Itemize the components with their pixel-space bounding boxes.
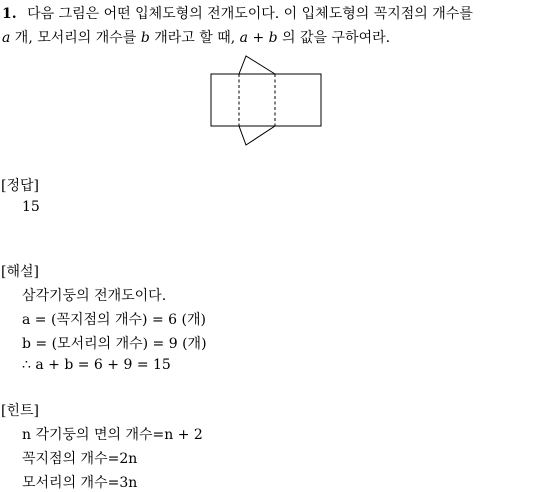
hint-line-3: 모서리의 개수=3n (22, 475, 138, 491)
var-a: a (2, 30, 11, 46)
explanation-line-2: a = (꼭지점의 개수) = 6 (개) (22, 312, 206, 328)
explanation-line-3: b = (모서리의 개수) = 9 (개) (22, 336, 207, 352)
question-text-2c: 의 값을 구하여라. (277, 30, 391, 46)
question-text-2a: 개, 모서리의 개수를 (10, 30, 141, 46)
question-text-1: 다음 그림은 어떤 입체도형의 전개도이다. 이 입체도형의 꼭지점의 개수를 (27, 6, 473, 22)
explanation-line-1: 삼각기둥의 전개도이다. (22, 288, 167, 304)
explanation-label: [해설] (1, 264, 39, 280)
expr-a-plus-b: a + b (239, 30, 278, 46)
question-number: 1. (2, 6, 17, 22)
prism-net-figure (205, 50, 330, 150)
net-outer-rectangle (211, 74, 321, 126)
net-bottom-triangle (239, 126, 275, 145)
hint-line-1: n 각기둥의 면의 개수=n + 2 (22, 427, 203, 443)
var-b: b (140, 30, 150, 46)
hint-line-2: 꼭지점의 개수=2n (22, 451, 138, 467)
explanation-line-4: ∴ a + b = 6 + 9 = 15 (22, 357, 171, 373)
hint-label: [힌트] (1, 403, 39, 419)
question-text-2b: 개라고 할 때, (149, 30, 240, 46)
answer-label: [정답] (1, 178, 39, 194)
question-line-1 (2, 3, 473, 23)
question-line-2 (2, 27, 390, 47)
net-top-triangle (239, 56, 275, 74)
answer-value: 15 (22, 199, 40, 215)
